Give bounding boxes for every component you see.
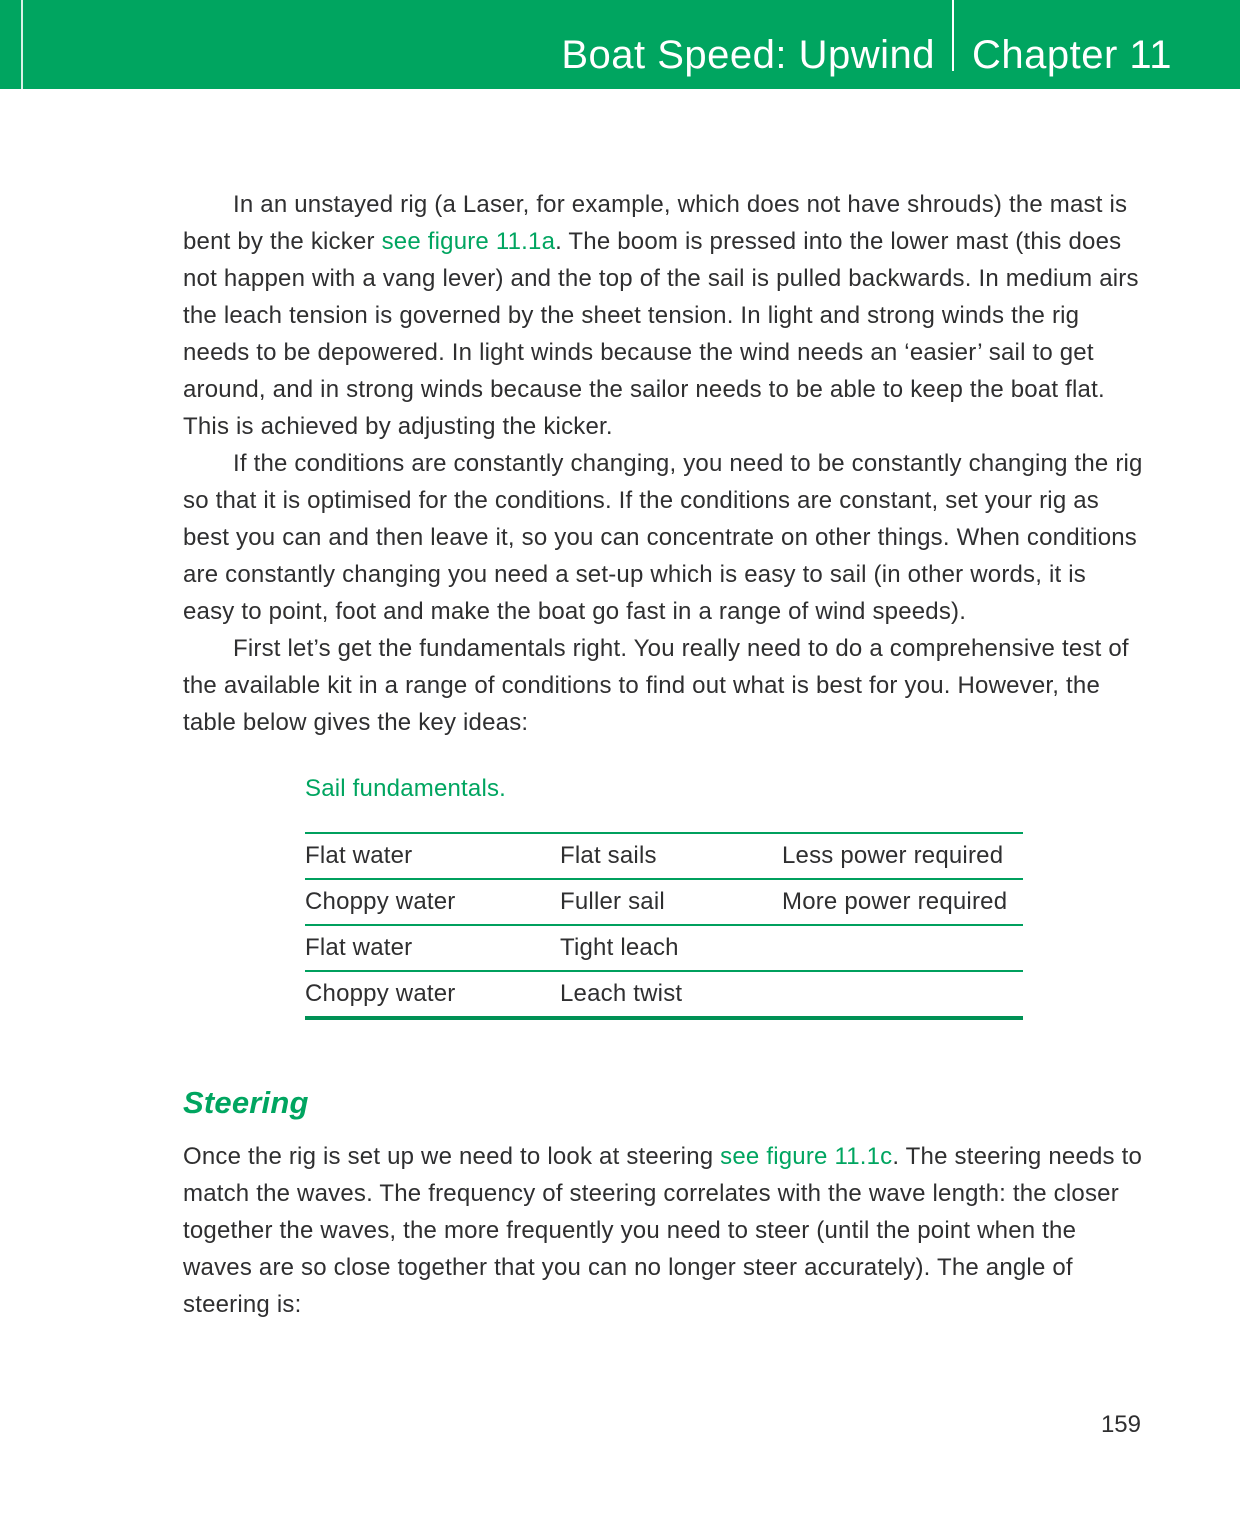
steering-heading: Steering xyxy=(183,1085,309,1120)
table-cell-water: Choppy water xyxy=(305,888,456,915)
table-cell-power: More power required xyxy=(782,888,1008,915)
paragraph-rig-setup xyxy=(183,186,1143,445)
article-body xyxy=(183,186,1143,741)
sail-fundamentals-table-block xyxy=(305,775,1023,1020)
table-cell-sail: Fuller sail xyxy=(560,888,665,915)
steering-section xyxy=(183,1085,1143,1323)
table-row xyxy=(305,834,1023,878)
table-cell-power: Less power required xyxy=(782,842,1004,869)
table-cell-water: Choppy water xyxy=(305,980,456,1007)
figure-reference-link-11-1a[interactable]: see figure 11.1a xyxy=(381,228,556,255)
paragraph-changing-conditions: If the conditions are constantly changing, you need to be constantly changing the rig so that it is optimised for the conditions. If the conditions are constant, set your rig as best you can and then leave it, so you can concentrate on other things. When conditions are constantly changing you need a set-up which is easy to sail (in other words, it is easy to point, foot and make the boat go fast in a range of wind speeds). xyxy=(183,450,1143,625)
table-row xyxy=(305,878,1023,924)
table-row xyxy=(305,970,1023,1016)
paragraph-steering xyxy=(183,1138,1143,1323)
header-accent-line xyxy=(21,0,23,89)
page-number: 159 xyxy=(1100,1411,1141,1438)
paragraph-text: Once the rig is set up we need to look at steering xyxy=(183,1143,721,1170)
header-divider-line xyxy=(952,0,954,71)
chapter-header-bar xyxy=(0,0,1240,89)
table-cell-water: Flat water xyxy=(305,934,413,961)
table-cell-sail: Leach twist xyxy=(560,980,683,1007)
chapter-label: Chapter 11 xyxy=(972,33,1172,77)
table-cell-sail: Flat sails xyxy=(560,842,657,869)
paragraph-text: . The boom is pressed into the lower mast (this does not happen with a vang lever) and the top of the sail is pulled backwards. In medium airs the leach tension is governed by the sheet tension. In light and strong winds the rig needs to be depowered. In light winds because the wind needs an ‘easier’ sail to get around, and in strong winds because the sailor needs to be able to keep the boat flat. This is achieved by adjusting the kicker. xyxy=(183,228,1139,440)
table-cell-sail: Tight leach xyxy=(560,934,679,961)
paragraph-text: . The steering needs to match the waves. The frequency of steering correlates with the wave length: the closer together the waves, the more frequently you need to steer (until the point when the waves are so close together that you can no longer steer accurately). The angle of steering is: xyxy=(183,1143,1143,1318)
table-row xyxy=(305,924,1023,970)
figure-reference-link-11-1c[interactable]: see figure 11.1c xyxy=(720,1143,893,1170)
sail-fundamentals-table xyxy=(305,832,1023,1020)
table-cell-water: Flat water xyxy=(305,842,413,869)
section-title: Boat Speed: Upwind xyxy=(561,33,935,77)
paragraph-fundamentals-intro: First let’s get the fundamentals right. You really need to do a comprehensive test of the available kit in a range of conditions to find out what is best for you. However, the table below gives the key ideas: xyxy=(183,635,1129,736)
paragraph-text: In an unstayed rig (a Laser, for example, which does not have shrouds) the mast is bent by the kicker xyxy=(183,191,1128,255)
table-caption: Sail fundamentals. xyxy=(305,775,507,802)
